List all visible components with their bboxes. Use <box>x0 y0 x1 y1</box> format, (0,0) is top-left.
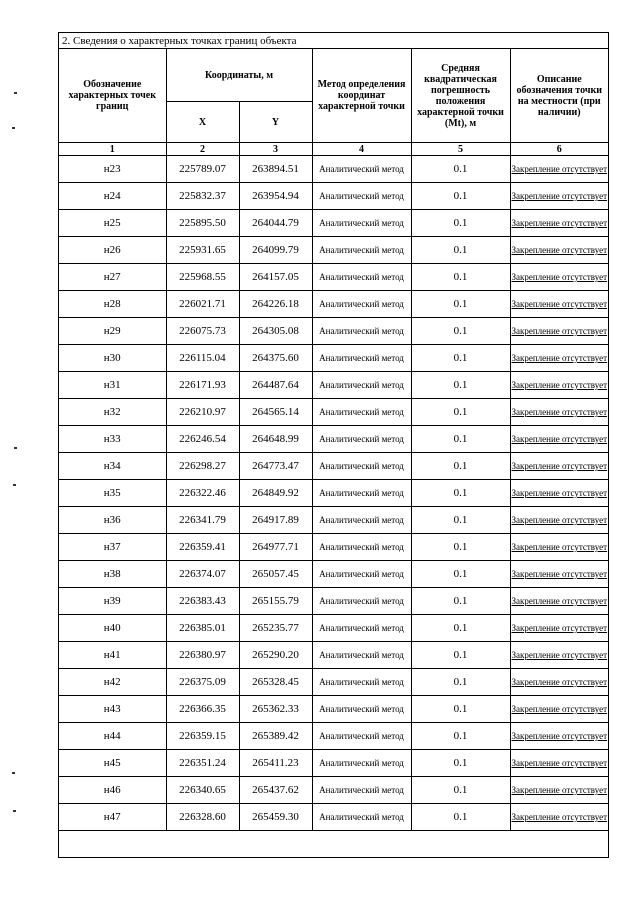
cell-method: Аналитический метод <box>312 534 411 561</box>
header-coordinates: Координаты, м <box>166 49 312 102</box>
cell-coord-x: 226359.15 <box>166 723 239 750</box>
cell-description-text: Закрепление отсутствует <box>511 623 608 633</box>
cell-error: 0.1 <box>411 642 510 669</box>
cell-coord-x: 226210.97 <box>166 399 239 426</box>
cell-description <box>510 399 608 426</box>
cell-error: 0.1 <box>411 345 510 372</box>
cell-point-id: н28 <box>59 291 166 318</box>
cell-description <box>510 291 608 318</box>
cell-method: Аналитический метод <box>312 696 411 723</box>
cell-method: Аналитический метод <box>312 507 411 534</box>
cell-description <box>510 615 608 642</box>
cell-description <box>510 264 608 291</box>
table-row <box>59 426 608 453</box>
cell-coord-x: 226298.27 <box>166 453 239 480</box>
cell-coord-y: 264565.14 <box>239 399 312 426</box>
cell-method: Аналитический метод <box>312 426 411 453</box>
cell-point-id: н40 <box>59 615 166 642</box>
table-row <box>59 561 608 588</box>
cell-coord-y: 264849.92 <box>239 480 312 507</box>
column-number: 1 <box>59 143 166 156</box>
cell-coord-y: 263954.94 <box>239 183 312 210</box>
cell-coord-x: 226374.07 <box>166 561 239 588</box>
cell-coord-x: 226246.54 <box>166 426 239 453</box>
cell-error: 0.1 <box>411 264 510 291</box>
cell-coord-x: 225931.65 <box>166 237 239 264</box>
cell-coord-y: 264773.47 <box>239 453 312 480</box>
cell-error: 0.1 <box>411 669 510 696</box>
table-row <box>59 345 608 372</box>
cell-description <box>510 318 608 345</box>
cell-method: Аналитический метод <box>312 723 411 750</box>
cell-coord-y: 265155.79 <box>239 588 312 615</box>
cell-point-id: н24 <box>59 183 166 210</box>
cell-coord-x: 226341.79 <box>166 507 239 534</box>
cell-point-id: н44 <box>59 723 166 750</box>
cell-point-id: н45 <box>59 750 166 777</box>
cell-method: Аналитический метод <box>312 561 411 588</box>
cell-coord-y: 265437.62 <box>239 777 312 804</box>
cell-point-id: н32 <box>59 399 166 426</box>
scan-mark <box>14 447 17 449</box>
table-row <box>59 453 608 480</box>
cell-point-id: н27 <box>59 264 166 291</box>
cell-description-text: Закрепление отсутствует <box>511 569 608 579</box>
cell-point-id: н33 <box>59 426 166 453</box>
table-row <box>59 642 608 669</box>
cell-description <box>510 453 608 480</box>
table-row <box>59 480 608 507</box>
cell-coord-x: 226351.24 <box>166 750 239 777</box>
column-number: 3 <box>239 143 312 156</box>
document-frame <box>58 32 609 858</box>
cell-error: 0.1 <box>411 480 510 507</box>
cell-description <box>510 156 608 183</box>
cell-error: 0.1 <box>411 696 510 723</box>
cell-coord-x: 226021.71 <box>166 291 239 318</box>
table-row <box>59 237 608 264</box>
cell-point-id: н26 <box>59 237 166 264</box>
cell-description <box>510 669 608 696</box>
table-row <box>59 777 608 804</box>
cell-point-id: н23 <box>59 156 166 183</box>
cell-coord-x: 226380.97 <box>166 642 239 669</box>
cell-description-text: Закрепление отсутствует <box>511 488 608 498</box>
cell-coord-y: 264487.64 <box>239 372 312 399</box>
cell-error: 0.1 <box>411 318 510 345</box>
cell-description <box>510 480 608 507</box>
cell-error: 0.1 <box>411 534 510 561</box>
cell-description-text: Закрепление отсутствует <box>511 731 608 741</box>
cell-error: 0.1 <box>411 372 510 399</box>
table-row <box>59 210 608 237</box>
cell-error: 0.1 <box>411 453 510 480</box>
cell-description-text: Закрепление отсутствует <box>511 434 608 444</box>
cell-coord-y: 265362.33 <box>239 696 312 723</box>
empty-cell <box>59 831 608 854</box>
column-number: 6 <box>510 143 608 156</box>
cell-error: 0.1 <box>411 291 510 318</box>
cell-coord-x: 226385.01 <box>166 615 239 642</box>
cell-method: Аналитический метод <box>312 615 411 642</box>
scan-mark <box>12 127 15 129</box>
table-row <box>59 669 608 696</box>
section-title: 2. Сведения о характерных точках границ объекта <box>59 33 608 49</box>
cell-coord-x: 226171.93 <box>166 372 239 399</box>
cell-description-text: Закрепление отсутствует <box>511 704 608 714</box>
cell-point-id: н25 <box>59 210 166 237</box>
cell-description-text: Закрепление отсутствует <box>511 677 608 687</box>
cell-method: Аналитический метод <box>312 237 411 264</box>
table-row <box>59 588 608 615</box>
cell-method: Аналитический метод <box>312 318 411 345</box>
cell-description-text: Закрепление отсутствует <box>511 596 608 606</box>
cell-description-text: Закрепление отсутствует <box>511 245 608 255</box>
table-row <box>59 372 608 399</box>
scan-mark <box>13 810 16 812</box>
cell-method: Аналитический метод <box>312 777 411 804</box>
header-error: Средняя квадратическая погрешность положения характерной точки (Mt), м <box>411 49 510 143</box>
column-number: 5 <box>411 143 510 156</box>
cell-description <box>510 210 608 237</box>
table-row <box>59 534 608 561</box>
cell-error: 0.1 <box>411 399 510 426</box>
cell-method: Аналитический метод <box>312 804 411 831</box>
header-designation: Обозначение характерных точек границ <box>59 49 166 143</box>
cell-description <box>510 804 608 831</box>
cell-coord-x: 226322.46 <box>166 480 239 507</box>
cell-coord-y: 263894.51 <box>239 156 312 183</box>
header-description: Описание обозначения точки на местности (при наличии) <box>510 49 608 143</box>
scan-mark <box>13 484 16 486</box>
cell-method: Аналитический метод <box>312 399 411 426</box>
cell-description-text: Закрепление отсутствует <box>511 758 608 768</box>
cell-error: 0.1 <box>411 777 510 804</box>
cell-description <box>510 372 608 399</box>
cell-coord-y: 264977.71 <box>239 534 312 561</box>
cell-description <box>510 642 608 669</box>
cell-error: 0.1 <box>411 210 510 237</box>
cell-coord-y: 264157.05 <box>239 264 312 291</box>
cell-coord-x: 226359.41 <box>166 534 239 561</box>
cell-error: 0.1 <box>411 750 510 777</box>
cell-description-text: Закрепление отсутствует <box>511 164 608 174</box>
cell-error: 0.1 <box>411 588 510 615</box>
table-row <box>59 723 608 750</box>
cell-description-text: Закрепление отсутствует <box>511 380 608 390</box>
cell-description-text: Закрепление отсутствует <box>511 407 608 417</box>
cell-method: Аналитический метод <box>312 372 411 399</box>
column-number: 4 <box>312 143 411 156</box>
cell-method: Аналитический метод <box>312 264 411 291</box>
cell-point-id: н34 <box>59 453 166 480</box>
table-row <box>59 615 608 642</box>
cell-coord-y: 264305.08 <box>239 318 312 345</box>
cell-method: Аналитический метод <box>312 588 411 615</box>
cell-coord-y: 265389.42 <box>239 723 312 750</box>
cell-error: 0.1 <box>411 804 510 831</box>
cell-coord-x: 226075.73 <box>166 318 239 345</box>
cell-description <box>510 237 608 264</box>
table-row <box>59 696 608 723</box>
table-row <box>59 399 608 426</box>
cell-coord-y: 265057.45 <box>239 561 312 588</box>
cell-point-id: н43 <box>59 696 166 723</box>
table-row <box>59 318 608 345</box>
table-row <box>59 183 608 210</box>
cell-coord-x: 225968.55 <box>166 264 239 291</box>
cell-description-text: Закрепление отсутствует <box>511 650 608 660</box>
cell-coord-x: 226340.65 <box>166 777 239 804</box>
cell-description-text: Закрепление отсутствует <box>511 515 608 525</box>
cell-error: 0.1 <box>411 615 510 642</box>
cell-point-id: н38 <box>59 561 166 588</box>
cell-coord-y: 264375.60 <box>239 345 312 372</box>
cell-coord-y: 264099.79 <box>239 237 312 264</box>
header-x: X <box>166 102 239 143</box>
column-number: 2 <box>166 143 239 156</box>
table-row <box>59 750 608 777</box>
cell-method: Аналитический метод <box>312 453 411 480</box>
scan-mark <box>12 772 15 774</box>
table-row <box>59 264 608 291</box>
cell-point-id: н37 <box>59 534 166 561</box>
cell-coord-y: 264648.99 <box>239 426 312 453</box>
cell-description-text: Закрепление отсутствует <box>511 326 608 336</box>
cell-method: Аналитический метод <box>312 210 411 237</box>
cell-coord-x: 226366.35 <box>166 696 239 723</box>
cell-description <box>510 426 608 453</box>
cell-error: 0.1 <box>411 426 510 453</box>
cell-coord-x: 225789.07 <box>166 156 239 183</box>
header-method: Метод определения координат характерной точки <box>312 49 411 143</box>
cell-point-id: н39 <box>59 588 166 615</box>
cell-description <box>510 588 608 615</box>
table-row <box>59 507 608 534</box>
cell-description <box>510 750 608 777</box>
cell-description-text: Закрепление отсутствует <box>511 812 608 822</box>
cell-method: Аналитический метод <box>312 750 411 777</box>
cell-description <box>510 507 608 534</box>
cell-coord-y: 265459.30 <box>239 804 312 831</box>
cell-coord-x: 226383.43 <box>166 588 239 615</box>
scan-mark <box>14 92 17 94</box>
cell-description-text: Закрепление отсутствует <box>511 353 608 363</box>
cell-method: Аналитический метод <box>312 291 411 318</box>
empty-row <box>59 831 608 854</box>
cell-error: 0.1 <box>411 507 510 534</box>
boundary-points-table <box>59 48 608 853</box>
cell-point-id: н29 <box>59 318 166 345</box>
cell-description-text: Закрепление отсутствует <box>511 272 608 282</box>
table-row <box>59 291 608 318</box>
cell-description-text: Закрепление отсутствует <box>511 218 608 228</box>
cell-point-id: н35 <box>59 480 166 507</box>
cell-description <box>510 561 608 588</box>
cell-method: Аналитический метод <box>312 156 411 183</box>
cell-coord-y: 265328.45 <box>239 669 312 696</box>
cell-coord-y: 264044.79 <box>239 210 312 237</box>
cell-point-id: н36 <box>59 507 166 534</box>
cell-description-text: Закрепление отсутствует <box>511 299 608 309</box>
cell-coord-y: 265235.77 <box>239 615 312 642</box>
cell-description-text: Закрепление отсутствует <box>511 785 608 795</box>
cell-coord-x: 226328.60 <box>166 804 239 831</box>
cell-coord-y: 264917.89 <box>239 507 312 534</box>
cell-point-id: н46 <box>59 777 166 804</box>
cell-method: Аналитический метод <box>312 642 411 669</box>
cell-coord-x: 226375.09 <box>166 669 239 696</box>
header-y: Y <box>239 102 312 143</box>
cell-error: 0.1 <box>411 183 510 210</box>
cell-error: 0.1 <box>411 156 510 183</box>
cell-description-text: Закрепление отсутствует <box>511 542 608 552</box>
cell-coord-x: 225895.50 <box>166 210 239 237</box>
table-row <box>59 804 608 831</box>
cell-method: Аналитический метод <box>312 669 411 696</box>
cell-point-id: н41 <box>59 642 166 669</box>
cell-description <box>510 534 608 561</box>
cell-description <box>510 723 608 750</box>
cell-point-id: н30 <box>59 345 166 372</box>
cell-description-text: Закрепление отсутствует <box>511 191 608 201</box>
cell-error: 0.1 <box>411 561 510 588</box>
cell-error: 0.1 <box>411 723 510 750</box>
cell-coord-x: 225832.37 <box>166 183 239 210</box>
cell-method: Аналитический метод <box>312 183 411 210</box>
cell-coord-x: 226115.04 <box>166 345 239 372</box>
cell-point-id: н47 <box>59 804 166 831</box>
cell-error: 0.1 <box>411 237 510 264</box>
cell-point-id: н31 <box>59 372 166 399</box>
cell-point-id: н42 <box>59 669 166 696</box>
cell-coord-y: 265290.20 <box>239 642 312 669</box>
cell-description <box>510 696 608 723</box>
cell-description-text: Закрепление отсутствует <box>511 461 608 471</box>
cell-method: Аналитический метод <box>312 345 411 372</box>
cell-coord-y: 265411.23 <box>239 750 312 777</box>
cell-description <box>510 345 608 372</box>
cell-description <box>510 183 608 210</box>
cell-coord-y: 264226.18 <box>239 291 312 318</box>
table-row <box>59 156 608 183</box>
cell-description <box>510 777 608 804</box>
cell-method: Аналитический метод <box>312 480 411 507</box>
